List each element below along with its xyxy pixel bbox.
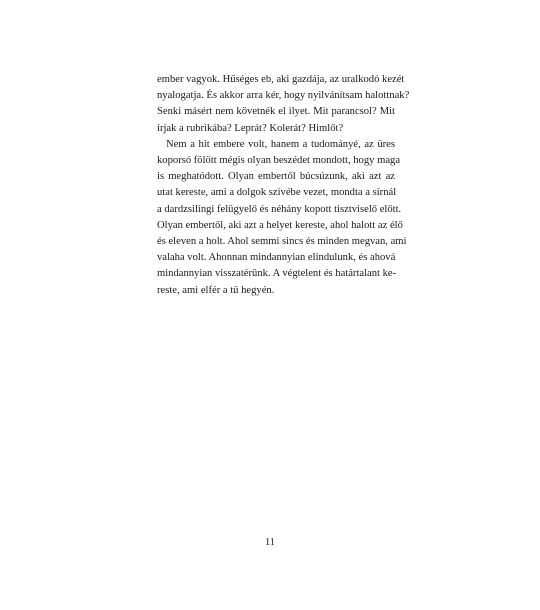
text-line: nyalogatja. És akkor arra kér, hogy nyilvánítsam halottnak?	[157, 90, 410, 102]
text-line: koporsó fölött mégis olyan beszédet mondott, hogy maga	[157, 155, 401, 167]
text-line: is meghatódott. Olyan embertől búcsúzunk, aki azt az	[157, 171, 395, 183]
page-number: 11	[265, 537, 275, 548]
text-line: Nem a hit embere volt, hanem a tudományé, az üres	[166, 138, 395, 150]
text-line: Senki másért nem követnék el ilyet. Mit parancsol? Mit	[157, 106, 395, 118]
text-line: ember vagyok. Hűséges eb, aki gazdája, az uralkodó kezét	[157, 74, 405, 85]
text-line: reste, ami elfér a tű hegyén.	[157, 284, 275, 296]
text-line: utat kereste, ami a dolgok szívébe vezet, mondta a sírnál	[157, 187, 397, 199]
text-line: Olyan embertől, aki azt a helyet kereste, ahol halott az élő	[157, 219, 403, 231]
body-text	[157, 72, 410, 299]
text-line: írjak a rubrikába? Leprát? Kolerát? Himlőt?	[157, 122, 344, 134]
text-line: valaha volt. Ahonnan mindannyian elindulunk, és ahová	[157, 252, 396, 264]
text-line: mindannyian visszatérünk. A végtelent és határtalant ke-	[157, 268, 397, 280]
text-line: a dardzsilingi felügyelő és néhány kopott tisztviselő előtt.	[157, 203, 402, 215]
text-line: és eleven a holt. Ahol semmi sincs és minden megvan, ami	[157, 236, 407, 248]
